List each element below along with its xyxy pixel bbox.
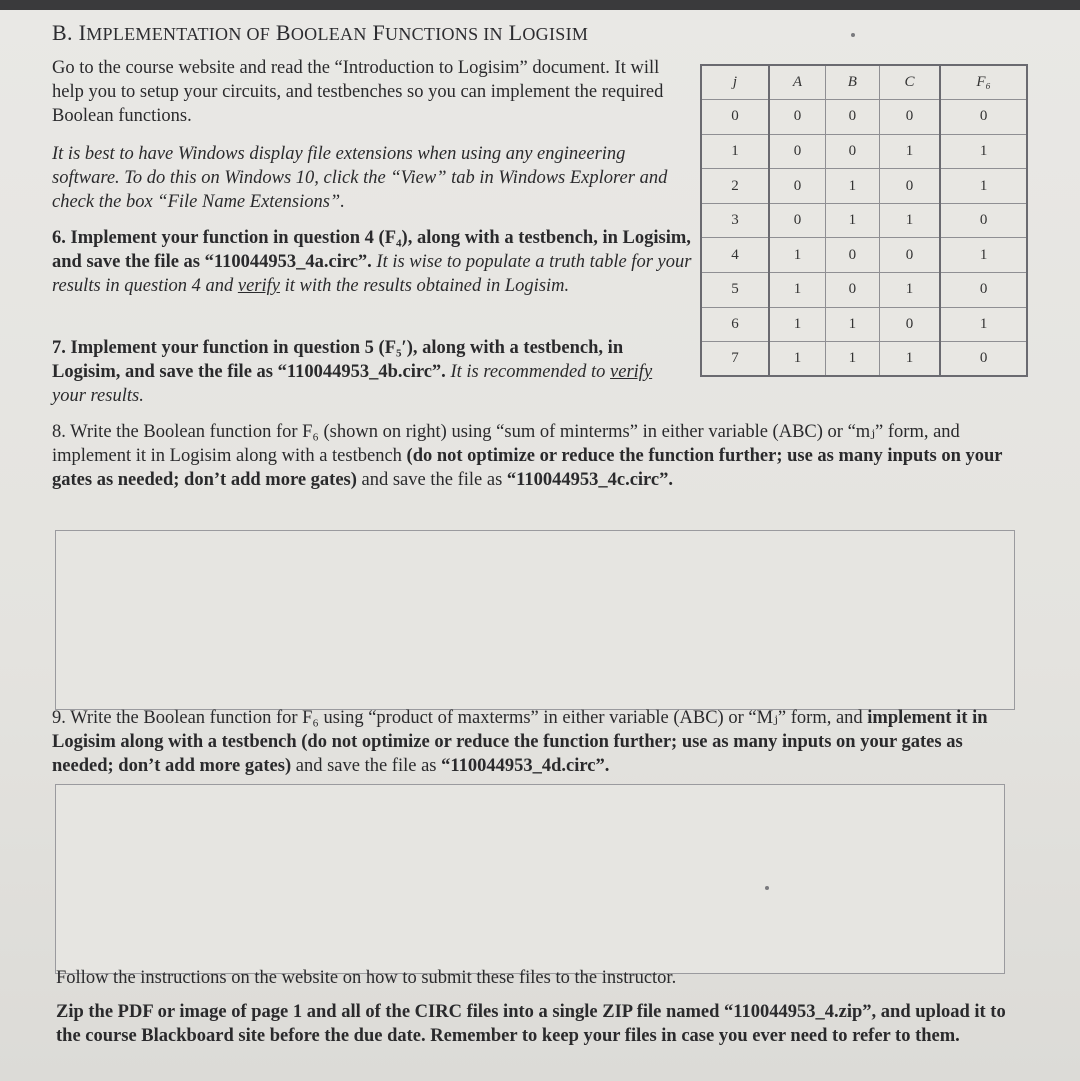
cell-c: 0 — [879, 238, 940, 273]
cell-j: 1 — [701, 134, 769, 169]
header-f6: F₆ — [940, 65, 1027, 100]
cell-f6: 1 — [940, 307, 1027, 342]
cell-c: 1 — [879, 273, 940, 308]
table-row — [701, 273, 1027, 308]
cell-c: 0 — [879, 307, 940, 342]
cell-j: 5 — [701, 273, 769, 308]
cell-c: 1 — [879, 203, 940, 238]
cell-b: 0 — [825, 134, 879, 169]
cell-f6: 0 — [940, 273, 1027, 308]
cell-j: 2 — [701, 169, 769, 204]
cell-f6: 0 — [940, 342, 1027, 377]
cell-b: 1 — [825, 169, 879, 204]
header-b: B — [825, 65, 879, 100]
question-6-instruction: 6. Implement your function in question 4 (F₄), along with a testbench, in Logisim, and save the file as “110044953_4a.circ”. — [52, 228, 691, 272]
intro-paragraph: Go to the course website and read the “Introduction to Logisim” document. It will help you to setup your circuits, and testbenches so you can implement the required Boolean functions. — [52, 58, 664, 126]
table-row — [701, 100, 1027, 135]
header-j: j — [701, 65, 769, 100]
section-title: B. IMPLEMENTATION OF BOOLEAN FUNCTIONS IN LOGISIM — [52, 20, 589, 45]
table-row — [701, 169, 1027, 204]
table-row — [701, 238, 1027, 273]
file-extension-note: It is best to have Windows display file extensions when using any engineering software. To do this on Windows 10, click the “View” tab in Windows Explorer and check the box “File Name Extensions”. — [52, 144, 668, 212]
cell-a: 0 — [769, 134, 825, 169]
cell-a: 0 — [769, 169, 825, 204]
cell-j: 0 — [701, 100, 769, 135]
truth-table-f6 — [700, 64, 1028, 377]
cell-c: 1 — [879, 134, 940, 169]
header-c: C — [879, 65, 940, 100]
cell-f6: 1 — [940, 238, 1027, 273]
cell-a: 1 — [769, 238, 825, 273]
cell-f6: 0 — [940, 203, 1027, 238]
cell-b: 0 — [825, 273, 879, 308]
submission-instructions: Follow the instructions on the website on how to submit these files to the instructor. — [56, 968, 677, 988]
cell-c: 0 — [879, 100, 940, 135]
table-row — [701, 307, 1027, 342]
cell-a: 1 — [769, 307, 825, 342]
cell-f6: 1 — [940, 169, 1027, 204]
question-9: 9. Write the Boolean function for F₆ using “product of maxterms” in either variable (ABC) or “Mⱼ” form, and implement it in Logisim along with a testbench (do not optimize or reduce the function further; use as many inputs on your gates as needed; don’t add more gates) and save the file as “110044953_4d.circ”. — [52, 708, 988, 776]
cell-j: 4 — [701, 238, 769, 273]
zip-upload-instructions: Zip the PDF or image of page 1 and all of the CIRC files into a single ZIP file named “110044953_4.zip”, and upload it to the course Blackboard site before the due date. Remember to keep your files in case you ever need to refer to them. — [56, 1002, 1006, 1046]
cell-f6: 1 — [940, 134, 1027, 169]
cell-b: 1 — [825, 342, 879, 377]
screen-speck — [851, 33, 855, 37]
cell-c: 1 — [879, 342, 940, 377]
cell-f6: 0 — [940, 100, 1027, 135]
header-a: A — [769, 65, 825, 100]
screen-speck — [765, 886, 769, 890]
cell-j: 3 — [701, 203, 769, 238]
question-6: 6. Implement your function in question 4 (F₄), along with a testbench, in Logisim, and save the file as “110044953_4a.circ”. It is wise to populate a truth table for your results in question 4 and verify it with the results obtained in Logisim. — [52, 228, 692, 296]
question-7: 7. Implement your function in question 5 (F₅′), along with a testbench, in Logisim, and save the file as “110044953_4b.circ”. It is recommended to verify your results. — [52, 338, 653, 406]
answer-box-question-8[interactable] — [55, 530, 1015, 710]
cell-b: 0 — [825, 100, 879, 135]
monitor-bezel — [0, 0, 1080, 10]
cell-b: 1 — [825, 203, 879, 238]
cell-b: 0 — [825, 238, 879, 273]
table-header-row — [701, 65, 1027, 100]
cell-a: 1 — [769, 342, 825, 377]
question-8: 8. Write the Boolean function for F₆ (shown on right) using “sum of minterms” in either variable (ABC) or “mⱼ” form, and implement it in Logisim along with a testbench (do not optimize or reduce the function further; use as many inputs on your gates as needed; don’t add more gates) and save the file as “110044953_4c.circ”. — [52, 422, 1003, 490]
cell-a: 1 — [769, 273, 825, 308]
cell-b: 1 — [825, 307, 879, 342]
cell-j: 6 — [701, 307, 769, 342]
table-row — [701, 342, 1027, 377]
question-7-instruction: 7. Implement your function in question 5 (F₅′), along with a testbench, in Logisim, and save the file as “110044953_4b.circ”. — [52, 338, 624, 382]
cell-a: 0 — [769, 100, 825, 135]
table-row — [701, 134, 1027, 169]
cell-a: 0 — [769, 203, 825, 238]
cell-j: 7 — [701, 342, 769, 377]
answer-box-question-9[interactable] — [55, 784, 1005, 974]
cell-c: 0 — [879, 169, 940, 204]
table-row — [701, 203, 1027, 238]
